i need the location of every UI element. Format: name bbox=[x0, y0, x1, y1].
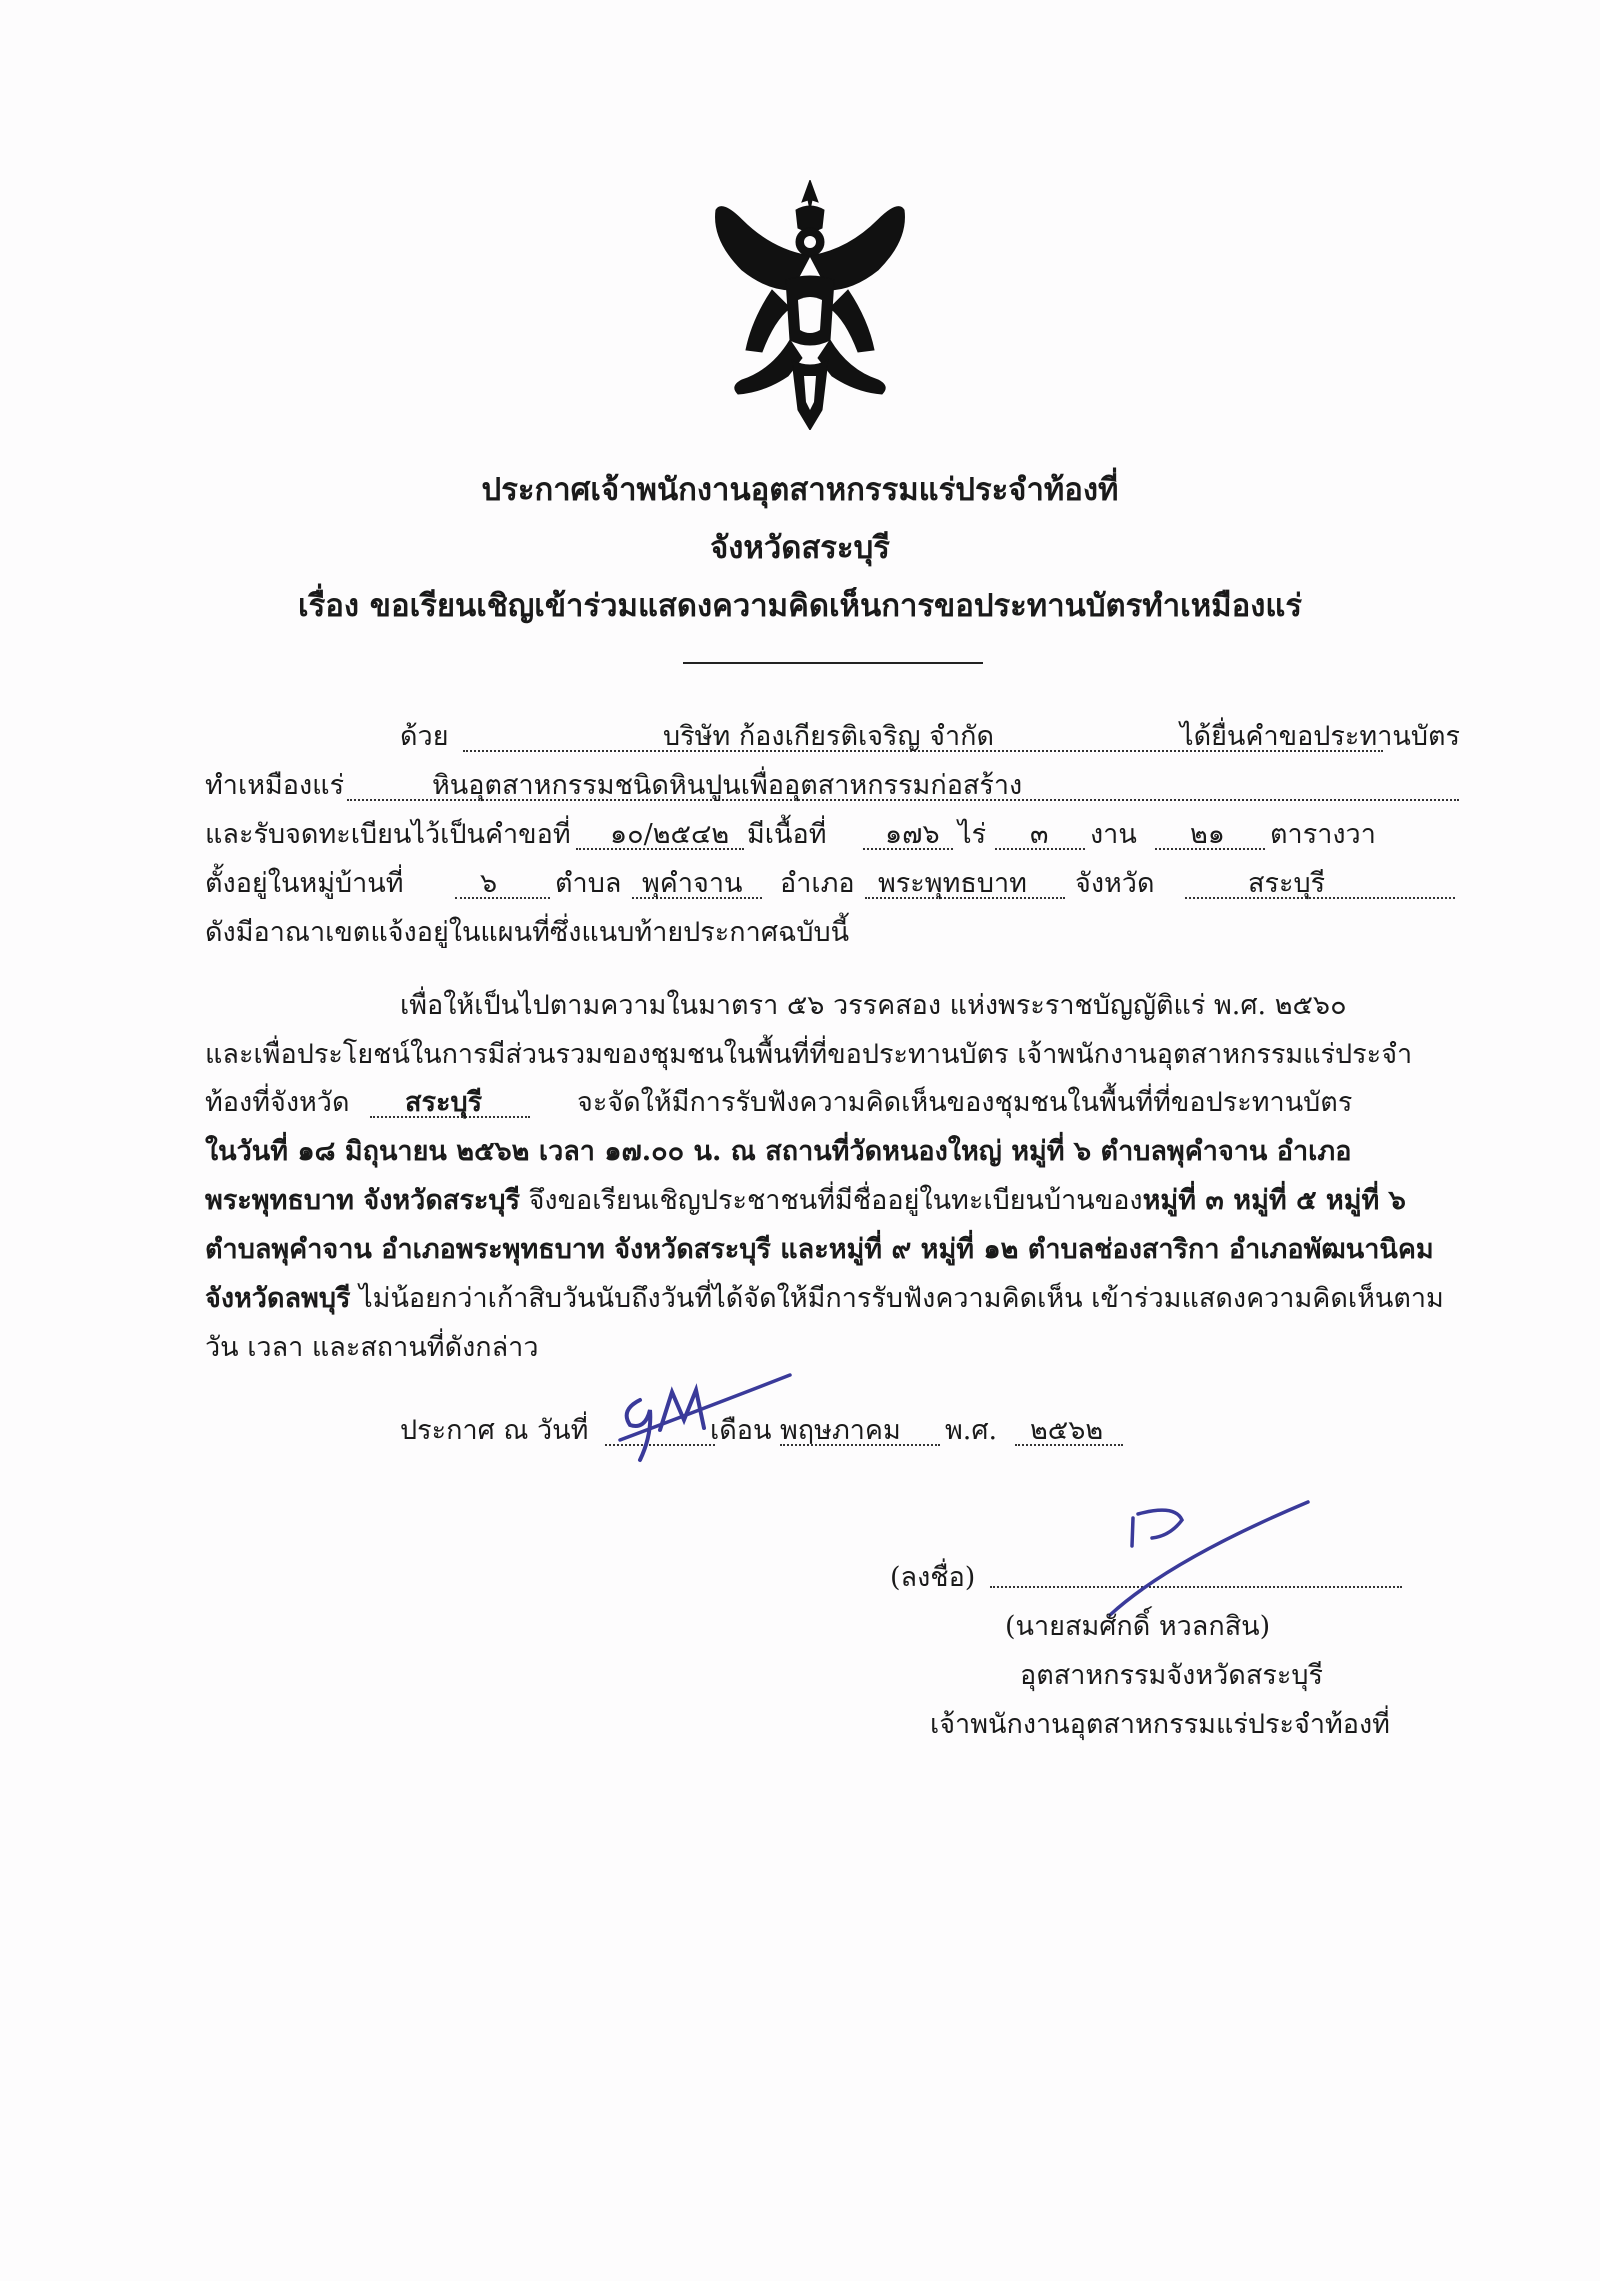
header-line-3: เรื่อง ขอเรียนเชิญเข้าร่วมแสดงความคิดเห็นการขอประทานบัตรทำเหมืองแร่ bbox=[298, 588, 1302, 624]
header-line-2: จังหวัดสระบุรี bbox=[710, 530, 890, 566]
handwritten-day-icon bbox=[600, 1370, 800, 1470]
signatory-name: (นายสมศักดิ์ หวลกสิน) bbox=[1005, 1611, 1271, 1642]
label-request: และรับจดทะเบียนไว้เป็นคำขอที่ bbox=[205, 819, 571, 850]
label-area: มีเนื้อที่ bbox=[747, 819, 827, 850]
signature-mark-icon bbox=[1050, 1490, 1320, 1620]
request-number: ๑๐/๒๕๔๒ bbox=[610, 819, 730, 850]
body-line-7 bbox=[205, 1276, 1444, 1319]
label-ngan: งาน bbox=[1090, 819, 1137, 850]
hearing-note: จะจัดให้มีการรับฟังความคิดเห็นของชุมชนในพื้นที่ที่ขอประทานบัตร bbox=[577, 1087, 1353, 1118]
garuda-emblem-icon bbox=[712, 180, 908, 430]
body-line-4: ในวันที่ ๑๘ มิถุนายน ๒๕๖๒ เวลา ๑๗.๐๐ น. ณ สถานที่วัดหนองใหญ่ หมู่ที่ ๖ ตำบลพุคำจาน อำเภอ bbox=[205, 1136, 1352, 1167]
sign-label: (ลงชื่อ) bbox=[890, 1562, 976, 1593]
label-month: เดือน bbox=[710, 1415, 772, 1446]
form-line-3 bbox=[205, 812, 1460, 856]
body-line-8: วัน เวลา และสถานที่ดังกล่าว bbox=[205, 1332, 539, 1363]
year-value: ๒๕๖๒ bbox=[1030, 1415, 1104, 1446]
month-value: พฤษภาคม bbox=[780, 1415, 901, 1446]
label-village: ตั้งอยู่ในหมู่บ้านที่ bbox=[205, 868, 404, 899]
label-year: พ.ศ. bbox=[945, 1415, 998, 1446]
body-line-1: เพื่อให้เป็นไปตามความในมาตรา ๕๖ วรรคสอง แห่งพระราชบัญญัติแร่ พ.ศ. ๒๕๖๐ bbox=[400, 990, 1347, 1021]
signatory-position-1: อุตสาหกรรมจังหวัดสระบุรี bbox=[1020, 1660, 1323, 1691]
form-line-2 bbox=[205, 763, 1460, 807]
mineral-type: หินอุตสาหกรรมชนิดหินปูนเพื่ออุตสาหกรรมก่อสร้าง bbox=[432, 770, 1023, 801]
company-name: บริษัท ก้องเกียรติเจริญ จำกัด bbox=[663, 721, 995, 752]
label-province-office: ท้องที่จังหวัด bbox=[205, 1087, 350, 1118]
label-applied: ได้ยื่นคำขอประทานบัตร bbox=[1180, 721, 1460, 752]
body-line-6: ตำบลพุคำจาน อำเภอพระพุทธบาท จังหวัดสระบุรี และหมู่ที่ ๙ หมู่ที่ ๑๒ ตำบลช่องสาริกา อำเภอพัฒนานิคม bbox=[205, 1234, 1434, 1265]
label-province: จังหวัด bbox=[1075, 868, 1155, 899]
body-line-7-normal: ไม่น้อยกว่าเก้าสิบวันนับถึงวันที่ได้จัดให้มีการรับฟังความคิดเห็น เข้าร่วมแสดงความคิดเห็นตาม bbox=[359, 1283, 1444, 1314]
label-announced: ประกาศ ณ วันที่ bbox=[400, 1415, 589, 1446]
body-line-5-villages: หมู่ที่ ๓ หมู่ที่ ๕ หมู่ที่ ๖ bbox=[1142, 1185, 1406, 1216]
village-number: ๖ bbox=[480, 868, 498, 899]
body-line-5 bbox=[205, 1178, 1406, 1221]
body-line-5-normal: จึงขอเรียนเชิญประชาชนที่มีชื่ออยู่ในทะเบียนบ้านของ bbox=[528, 1185, 1143, 1216]
body-line-5-bold: พระพุทธบาท จังหวัดสระบุรี bbox=[205, 1185, 520, 1216]
amphoe-value: พระพุทธบาท bbox=[878, 868, 1027, 899]
header-line-1: ประกาศเจ้าพนักงานอุตสาหกรรมแร่ประจำท้องที่ bbox=[481, 472, 1119, 508]
body-line-2: และเพื่อประโยชน์ในการมีส่วนรวมของชุมชนในพื้นที่ที่ขอประทานบัตร เจ้าพนักงานอุตสาหกรรมแร่ประจำ bbox=[205, 1039, 1413, 1070]
label-duay: ด้วย bbox=[400, 721, 449, 752]
body-line-7-bold: จังหวัดลพบุรี bbox=[205, 1283, 351, 1314]
tambon-value: พุคำจาน bbox=[642, 868, 743, 899]
signatory-position-2: เจ้าพนักงานอุตสาหกรรมแร่ประจำท้องที่ bbox=[930, 1709, 1390, 1740]
rai-value: ๑๗๖ bbox=[885, 819, 940, 850]
handwritten-signature bbox=[1050, 1490, 1320, 1620]
label-rai: ไร่ bbox=[958, 819, 987, 850]
label-mining: ทำเหมืองแร่ bbox=[205, 770, 345, 801]
form-line-1 bbox=[205, 714, 1460, 758]
office-province: สระบุรี bbox=[405, 1087, 483, 1118]
wa-value: ๒๑ bbox=[1190, 819, 1225, 850]
form-line-5 bbox=[205, 910, 1460, 954]
handwritten-day bbox=[600, 1370, 800, 1470]
ngan-value: ๓ bbox=[1030, 819, 1049, 850]
province-value: สระบุรี bbox=[1248, 868, 1326, 899]
date-line bbox=[205, 1408, 1460, 1452]
header-divider bbox=[683, 662, 983, 664]
village-dots bbox=[455, 861, 550, 899]
label-wa: ตารางวา bbox=[1270, 819, 1376, 850]
label-amphoe: อำเภอ bbox=[780, 868, 855, 899]
map-note: ดังมีอาณาเขตแจ้งอยู่ในแผนที่ซึ่งแนบท้ายประกาศฉบับนี้ bbox=[205, 917, 850, 948]
form-line-4 bbox=[205, 861, 1460, 905]
body-line-3 bbox=[205, 1080, 1460, 1124]
label-tambon: ตำบล bbox=[555, 868, 622, 899]
